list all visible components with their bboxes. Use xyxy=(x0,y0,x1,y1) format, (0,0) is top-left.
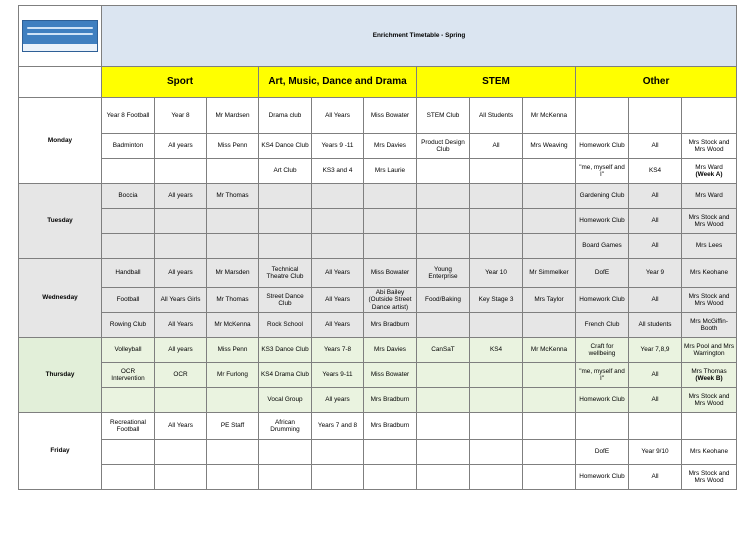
table-cell xyxy=(259,465,312,490)
table-cell xyxy=(102,440,155,465)
table-cell: Miss Bowater xyxy=(364,259,417,288)
table-cell xyxy=(102,465,155,490)
table-cell xyxy=(364,440,417,465)
table-cell xyxy=(682,363,737,388)
table-cell: All xyxy=(629,184,682,209)
table-cell: Mrs Bradburn xyxy=(364,388,417,413)
table-cell: French Club xyxy=(576,313,629,338)
table-cell xyxy=(523,363,576,388)
table-row xyxy=(19,440,737,465)
table-cell: DofE xyxy=(576,259,629,288)
timetable xyxy=(18,5,737,490)
table-cell: All xyxy=(470,134,523,159)
table-cell: OCR xyxy=(155,363,207,388)
table-cell xyxy=(682,413,737,440)
table-cell xyxy=(629,413,682,440)
table-row xyxy=(19,413,737,440)
table-cell: Years 7 and 8 xyxy=(312,413,364,440)
table-cell: Miss Penn xyxy=(207,338,259,363)
table-cell xyxy=(417,209,470,234)
table-cell: Mrs Stock and Mrs Wood xyxy=(682,388,737,413)
table-cell xyxy=(682,159,737,184)
table-cell: Drama club xyxy=(259,98,312,134)
table-cell: KS4 Dance Club xyxy=(259,134,312,159)
table-cell xyxy=(523,159,576,184)
table-cell: Mrs Davies xyxy=(364,338,417,363)
table-cell: All years xyxy=(155,338,207,363)
table-cell: Homework Club xyxy=(576,134,629,159)
table-cell: KS4 xyxy=(629,159,682,184)
table-cell: Food/Baking xyxy=(417,288,470,313)
table-cell: All Students xyxy=(470,98,523,134)
table-row xyxy=(19,465,737,490)
table-cell xyxy=(102,209,155,234)
table-cell xyxy=(207,159,259,184)
table-cell: Years 7-8 xyxy=(312,338,364,363)
table-cell: Football xyxy=(102,288,155,313)
school-logo xyxy=(19,6,102,67)
staff-name: Mrs Ward xyxy=(695,163,723,171)
table-cell: Mr Thomas xyxy=(207,288,259,313)
table-cell: All xyxy=(629,288,682,313)
table-row xyxy=(19,363,737,388)
table-cell: Mrs Keohane xyxy=(682,259,737,288)
table-cell: All Years xyxy=(312,98,364,134)
table-cell: Year 10 xyxy=(470,259,523,288)
table-cell: Homework Club xyxy=(576,209,629,234)
table-cell: "me, myself and I" xyxy=(576,159,629,184)
table-cell xyxy=(155,209,207,234)
table-cell: DofE xyxy=(576,440,629,465)
table-cell: KS4 Drama Club xyxy=(259,363,312,388)
table-cell xyxy=(523,313,576,338)
table-cell xyxy=(155,388,207,413)
category-sport: Sport xyxy=(102,67,259,98)
table-cell xyxy=(155,159,207,184)
table-row xyxy=(19,338,737,363)
table-cell: Years 9-11 xyxy=(312,363,364,388)
table-cell xyxy=(629,98,682,134)
table-cell xyxy=(102,388,155,413)
table-cell xyxy=(207,234,259,259)
table-cell: All xyxy=(629,363,682,388)
table-cell xyxy=(523,388,576,413)
day-label-tuesday: Tuesday xyxy=(19,184,102,259)
table-cell: Year 9/10 xyxy=(629,440,682,465)
table-cell: Street Dance Club xyxy=(259,288,312,313)
table-cell: All Years xyxy=(312,288,364,313)
table-cell: All students xyxy=(629,313,682,338)
table-cell: Mrs McGiffin-Booth xyxy=(682,313,737,338)
table-cell xyxy=(523,465,576,490)
table-cell xyxy=(417,313,470,338)
table-cell: All years xyxy=(312,388,364,413)
week-note: (Week B) xyxy=(695,375,723,382)
table-cell: All xyxy=(629,465,682,490)
table-cell: Mrs Stock and Mrs Wood xyxy=(682,465,737,490)
table-cell xyxy=(576,413,629,440)
table-cell: Mrs Stock and Mrs Wood xyxy=(682,134,737,159)
table-cell: Miss Penn xyxy=(207,134,259,159)
table-row xyxy=(19,134,737,159)
table-cell: Mrs Pool and Mrs Warrington xyxy=(682,338,737,363)
table-cell xyxy=(155,440,207,465)
table-cell: All xyxy=(629,388,682,413)
table-cell xyxy=(470,363,523,388)
table-cell xyxy=(312,465,364,490)
table-cell xyxy=(417,388,470,413)
table-cell xyxy=(364,234,417,259)
table-cell xyxy=(259,209,312,234)
table-cell xyxy=(523,440,576,465)
table-cell: Year 8 xyxy=(155,98,207,134)
table-cell: African Drumming xyxy=(259,413,312,440)
table-cell: All Years xyxy=(155,313,207,338)
table-cell: All Years xyxy=(312,259,364,288)
day-label-thursday: Thursday xyxy=(19,338,102,413)
staff-name: Mrs Thomas xyxy=(691,367,727,375)
table-cell: Mrs Lees xyxy=(682,234,737,259)
table-cell: Product Design Club xyxy=(417,134,470,159)
table-cell: Miss Bowater xyxy=(364,363,417,388)
table-cell xyxy=(312,234,364,259)
table-cell: Mrs Taylor xyxy=(523,288,576,313)
table-cell: CanSaT xyxy=(417,338,470,363)
table-cell xyxy=(259,184,312,209)
category-other: Other xyxy=(576,67,737,98)
table-cell: Mr McKenna xyxy=(523,338,576,363)
table-cell: Technical Theatre Club xyxy=(259,259,312,288)
table-cell xyxy=(207,465,259,490)
table-cell xyxy=(417,363,470,388)
category-arts: Art, Music, Dance and Drama xyxy=(259,67,417,98)
table-cell xyxy=(364,465,417,490)
table-cell xyxy=(470,313,523,338)
table-cell xyxy=(155,234,207,259)
table-cell xyxy=(312,184,364,209)
table-cell: Vocal Group xyxy=(259,388,312,413)
table-cell: Year 9 xyxy=(629,259,682,288)
week-note: (Week A) xyxy=(695,171,723,178)
table-cell xyxy=(417,413,470,440)
table-cell: Mr Simmelker xyxy=(523,259,576,288)
table-cell: All years xyxy=(155,184,207,209)
table-cell xyxy=(470,465,523,490)
table-cell xyxy=(682,98,737,134)
table-cell: All Years xyxy=(155,413,207,440)
table-cell xyxy=(523,209,576,234)
table-cell xyxy=(417,234,470,259)
table-cell: Boccia xyxy=(102,184,155,209)
table-cell: Badminton xyxy=(102,134,155,159)
table-cell: Mr Mardsen xyxy=(207,98,259,134)
table-cell: All years xyxy=(155,259,207,288)
table-cell: All Years Girls xyxy=(155,288,207,313)
table-cell: Mrs Stock and Mrs Wood xyxy=(682,209,737,234)
table-cell: Mrs Laurie xyxy=(364,159,417,184)
table-cell xyxy=(470,234,523,259)
table-cell: All Years xyxy=(312,313,364,338)
table-cell: Years 9 -11 xyxy=(312,134,364,159)
table-cell: KS3 and 4 xyxy=(312,159,364,184)
category-stem: STEM xyxy=(417,67,576,98)
corner-cell xyxy=(19,67,102,98)
table-cell: Handball xyxy=(102,259,155,288)
table-cell: Board Games xyxy=(576,234,629,259)
table-cell: PE Staff xyxy=(207,413,259,440)
table-cell: Mrs Bradburn xyxy=(364,313,417,338)
table-cell xyxy=(417,465,470,490)
table-cell: "me, myself and I" xyxy=(576,363,629,388)
table-cell xyxy=(523,234,576,259)
table-cell xyxy=(470,184,523,209)
table-cell: All xyxy=(629,134,682,159)
table-row xyxy=(19,259,737,288)
table-cell: OCR Intervention xyxy=(102,363,155,388)
table-cell xyxy=(155,465,207,490)
table-cell xyxy=(102,234,155,259)
table-cell: Homework Club xyxy=(576,288,629,313)
table-cell xyxy=(207,440,259,465)
table-cell: Mrs Davies xyxy=(364,134,417,159)
table-cell xyxy=(364,184,417,209)
table-row xyxy=(19,159,737,184)
table-cell: Mr Furlong xyxy=(207,363,259,388)
table-cell: All xyxy=(629,234,682,259)
table-cell: Homework Club xyxy=(576,465,629,490)
page-title: Enrichment Timetable - Spring xyxy=(102,6,737,67)
table-cell: Mrs Stock and Mrs Wood xyxy=(682,288,737,313)
table-row xyxy=(19,388,737,413)
table-row xyxy=(19,184,737,209)
day-label-friday: Friday xyxy=(19,413,102,490)
table-cell xyxy=(470,159,523,184)
table-cell xyxy=(523,413,576,440)
table-cell xyxy=(470,440,523,465)
table-cell xyxy=(312,209,364,234)
table-cell: Rowing Club xyxy=(102,313,155,338)
table-row xyxy=(19,209,737,234)
table-cell: Miss Bowater xyxy=(364,98,417,134)
table-cell xyxy=(523,184,576,209)
table-cell xyxy=(364,209,417,234)
table-cell xyxy=(312,440,364,465)
table-cell: Volleyball xyxy=(102,338,155,363)
table-cell: Mr McKenna xyxy=(523,98,576,134)
table-cell xyxy=(417,184,470,209)
table-cell xyxy=(576,98,629,134)
table-cell: Key Stage 3 xyxy=(470,288,523,313)
table-cell: Year 7,8,9 xyxy=(629,338,682,363)
table-cell: Homework Club xyxy=(576,388,629,413)
table-cell: All xyxy=(629,209,682,234)
table-row xyxy=(19,288,737,313)
table-cell: STEM Club xyxy=(417,98,470,134)
table-cell xyxy=(207,388,259,413)
table-cell: Mrs Keohane xyxy=(682,440,737,465)
table-cell xyxy=(417,440,470,465)
table-cell: Mrs Weaving xyxy=(523,134,576,159)
table-cell xyxy=(207,209,259,234)
table-cell xyxy=(259,234,312,259)
table-cell: All years xyxy=(155,134,207,159)
table-cell: Young Enterprise xyxy=(417,259,470,288)
table-cell: Mr McKenna xyxy=(207,313,259,338)
table-cell xyxy=(470,388,523,413)
table-cell: Art Club xyxy=(259,159,312,184)
day-label-wednesday: Wednesday xyxy=(19,259,102,338)
table-cell: Mrs Ward xyxy=(682,184,737,209)
table-cell xyxy=(102,159,155,184)
day-label-monday: Monday xyxy=(19,98,102,184)
table-row xyxy=(19,98,737,134)
table-row xyxy=(19,234,737,259)
table-cell: Year 8 Football xyxy=(102,98,155,134)
table-cell: Abi Bailey (Outside Street Dance artist) xyxy=(364,288,417,313)
table-cell: Mrs Bradburn xyxy=(364,413,417,440)
table-cell: Mr Marsden xyxy=(207,259,259,288)
table-cell: Craft for wellbeing xyxy=(576,338,629,363)
table-cell: KS4 xyxy=(470,338,523,363)
table-cell: Rock School xyxy=(259,313,312,338)
table-cell xyxy=(470,413,523,440)
table-cell: KS3 Dance Club xyxy=(259,338,312,363)
table-cell xyxy=(259,440,312,465)
table-cell xyxy=(470,209,523,234)
table-cell: Mr Thomas xyxy=(207,184,259,209)
table-row xyxy=(19,313,737,338)
table-cell: Recreational Football xyxy=(102,413,155,440)
table-cell xyxy=(417,159,470,184)
table-cell: Gardening Club xyxy=(576,184,629,209)
